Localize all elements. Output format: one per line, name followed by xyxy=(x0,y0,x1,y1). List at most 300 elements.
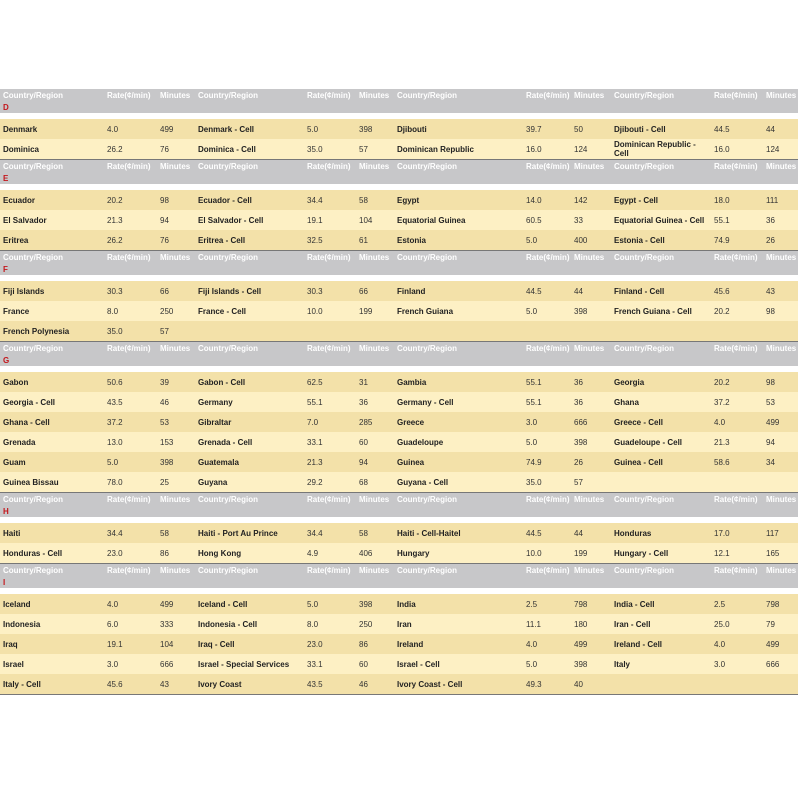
country-cell: Equatorial Guinea - Cell xyxy=(611,210,711,230)
rate-cell: 78.0 xyxy=(104,472,157,493)
country-cell: Georgia - Cell xyxy=(0,392,104,412)
rate-cell: 19.1 xyxy=(304,210,356,230)
rate-cell: 3.0 xyxy=(523,412,571,432)
column-header-country: Country/Region xyxy=(195,564,304,579)
column-header-country: Country/Region xyxy=(195,160,304,175)
country-cell: Dominica - Cell xyxy=(195,139,304,160)
column-header-rate: Rate(¢/min) xyxy=(523,160,571,175)
minutes-cell: 104 xyxy=(356,210,394,230)
section-letter: H xyxy=(0,507,798,517)
rate-cell: 35.0 xyxy=(104,321,157,342)
country-cell: Grenada - Cell xyxy=(195,432,304,452)
rate-cell: 5.0 xyxy=(104,452,157,472)
column-header-country: Country/Region xyxy=(394,160,523,175)
minutes-cell: 60 xyxy=(356,654,394,674)
minutes-cell: 285 xyxy=(356,412,394,432)
rate-cell: 19.1 xyxy=(104,634,157,654)
column-header-rate: Rate(¢/min) xyxy=(523,342,571,357)
country-cell: Finland - Cell xyxy=(611,281,711,301)
rate-cell: 16.0 xyxy=(711,139,763,160)
country-cell: French Guiana - Cell xyxy=(611,301,711,321)
country-cell: Haiti - Port Au Prince xyxy=(195,523,304,543)
column-header-rate: Rate(¢/min) xyxy=(711,493,763,508)
minutes-cell: 250 xyxy=(356,614,394,634)
letter-row xyxy=(0,578,798,588)
country-cell xyxy=(195,321,304,342)
header-row xyxy=(0,89,798,103)
country-cell: Haiti xyxy=(0,523,104,543)
column-header-minutes: Minutes xyxy=(571,89,611,103)
minutes-cell: 400 xyxy=(571,230,611,251)
minutes-cell: 499 xyxy=(763,412,798,432)
minutes-cell: 25 xyxy=(157,472,195,493)
minutes-cell: 333 xyxy=(157,614,195,634)
minutes-cell: 666 xyxy=(763,654,798,674)
rate-cell: 4.0 xyxy=(104,119,157,139)
minutes-cell: 39 xyxy=(157,372,195,392)
rate-cell: 14.0 xyxy=(523,190,571,210)
column-header-country: Country/Region xyxy=(0,342,104,357)
country-cell: France xyxy=(0,301,104,321)
rate-cell: 4.0 xyxy=(711,634,763,654)
country-cell: Hong Kong xyxy=(195,543,304,564)
country-cell: Egypt xyxy=(394,190,523,210)
minutes-cell: 398 xyxy=(571,301,611,321)
minutes-cell: 499 xyxy=(157,594,195,614)
rate-row xyxy=(0,321,798,342)
country-cell: Italy xyxy=(611,654,711,674)
minutes-cell xyxy=(763,472,798,493)
country-cell xyxy=(611,321,711,342)
country-cell: Ghana - Cell xyxy=(0,412,104,432)
rate-cell: 16.0 xyxy=(523,139,571,160)
rate-cell: 45.6 xyxy=(104,674,157,695)
country-cell: Equatorial Guinea xyxy=(394,210,523,230)
country-cell: French Polynesia xyxy=(0,321,104,342)
rate-cell: 34.4 xyxy=(304,523,356,543)
minutes-cell: 43 xyxy=(157,674,195,695)
column-header-country: Country/Region xyxy=(394,342,523,357)
column-header-minutes: Minutes xyxy=(763,493,798,508)
country-cell: Djibouti - Cell xyxy=(611,119,711,139)
section-e xyxy=(0,160,798,251)
country-cell: Hungary - Cell xyxy=(611,543,711,564)
minutes-cell: 798 xyxy=(571,594,611,614)
minutes-cell: 180 xyxy=(571,614,611,634)
minutes-cell: 124 xyxy=(763,139,798,160)
header-row xyxy=(0,251,798,266)
column-header-country: Country/Region xyxy=(611,493,711,508)
minutes-cell: 666 xyxy=(571,412,611,432)
rate-cell: 21.3 xyxy=(711,432,763,452)
rate-cell: 29.2 xyxy=(304,472,356,493)
column-header-rate: Rate(¢/min) xyxy=(523,564,571,579)
rate-cell xyxy=(523,321,571,342)
column-header-rate: Rate(¢/min) xyxy=(104,160,157,175)
country-cell: Greece xyxy=(394,412,523,432)
country-cell: Guadeloupe xyxy=(394,432,523,452)
country-cell: Fiji Islands xyxy=(0,281,104,301)
country-cell: French Guiana xyxy=(394,301,523,321)
rate-cell: 2.5 xyxy=(523,594,571,614)
rate-row xyxy=(0,654,798,674)
country-cell: Israel - Special Services xyxy=(195,654,304,674)
minutes-cell: 76 xyxy=(157,230,195,251)
country-cell: Djibouti xyxy=(394,119,523,139)
column-header-country: Country/Region xyxy=(0,89,104,103)
column-header-country: Country/Region xyxy=(195,89,304,103)
minutes-cell: 117 xyxy=(763,523,798,543)
country-cell: Guyana xyxy=(195,472,304,493)
rate-row xyxy=(0,301,798,321)
column-header-minutes: Minutes xyxy=(356,251,394,266)
section-g xyxy=(0,342,798,493)
rate-cell: 32.5 xyxy=(304,230,356,251)
minutes-cell: 199 xyxy=(356,301,394,321)
minutes-cell: 43 xyxy=(763,281,798,301)
rate-cell: 55.1 xyxy=(523,392,571,412)
minutes-cell: 66 xyxy=(157,281,195,301)
minutes-cell: 98 xyxy=(763,301,798,321)
country-cell: Iraq - Cell xyxy=(195,634,304,654)
minutes-cell: 26 xyxy=(763,230,798,251)
minutes-cell: 31 xyxy=(356,372,394,392)
country-cell: Honduras xyxy=(611,523,711,543)
rate-cell: 74.9 xyxy=(523,452,571,472)
column-header-minutes: Minutes xyxy=(763,160,798,175)
country-cell: Finland xyxy=(394,281,523,301)
minutes-cell: 153 xyxy=(157,432,195,452)
rate-cell: 4.9 xyxy=(304,543,356,564)
country-cell: Indonesia xyxy=(0,614,104,634)
country-cell: India - Cell xyxy=(611,594,711,614)
header-row xyxy=(0,564,798,579)
rate-cell: 12.1 xyxy=(711,543,763,564)
minutes-cell: 61 xyxy=(356,230,394,251)
rate-cell: 50.6 xyxy=(104,372,157,392)
country-cell: El Salvador - Cell xyxy=(195,210,304,230)
minutes-cell: 34 xyxy=(763,452,798,472)
column-header-minutes: Minutes xyxy=(763,564,798,579)
country-cell: Iran xyxy=(394,614,523,634)
column-header-minutes: Minutes xyxy=(157,89,195,103)
country-cell: Gambia xyxy=(394,372,523,392)
rate-cell: 7.0 xyxy=(304,412,356,432)
country-cell: Indonesia - Cell xyxy=(195,614,304,634)
column-header-rate: Rate(¢/min) xyxy=(711,160,763,175)
section-letter: D xyxy=(0,103,798,113)
country-cell xyxy=(611,472,711,493)
rate-cell: 34.4 xyxy=(304,190,356,210)
column-header-minutes: Minutes xyxy=(763,251,798,266)
rate-row xyxy=(0,594,798,614)
country-cell: Iceland xyxy=(0,594,104,614)
rate-cell: 30.3 xyxy=(304,281,356,301)
minutes-cell xyxy=(571,321,611,342)
country-cell: Ireland - Cell xyxy=(611,634,711,654)
country-cell: Guyana - Cell xyxy=(394,472,523,493)
minutes-cell: 44 xyxy=(571,523,611,543)
rate-cell: 11.1 xyxy=(523,614,571,634)
column-header-rate: Rate(¢/min) xyxy=(304,160,356,175)
column-header-minutes: Minutes xyxy=(356,89,394,103)
column-header-rate: Rate(¢/min) xyxy=(304,342,356,357)
column-header-country: Country/Region xyxy=(394,89,523,103)
rate-row xyxy=(0,281,798,301)
column-header-minutes: Minutes xyxy=(356,160,394,175)
country-cell: Hungary xyxy=(394,543,523,564)
minutes-cell: 36 xyxy=(356,392,394,412)
country-cell: Ivory Coast - Cell xyxy=(394,674,523,695)
column-header-rate: Rate(¢/min) xyxy=(104,493,157,508)
section-letter: F xyxy=(0,265,798,275)
minutes-cell: 86 xyxy=(157,543,195,564)
country-cell: Eritrea - Cell xyxy=(195,230,304,251)
minutes-cell: 46 xyxy=(157,392,195,412)
country-cell: Fiji Islands - Cell xyxy=(195,281,304,301)
section-h xyxy=(0,493,798,564)
rate-cell: 3.0 xyxy=(104,654,157,674)
minutes-cell: 398 xyxy=(571,432,611,452)
country-cell: Israel - Cell xyxy=(394,654,523,674)
rate-cell: 33.1 xyxy=(304,654,356,674)
minutes-cell: 398 xyxy=(356,119,394,139)
rate-cell: 26.2 xyxy=(104,230,157,251)
header-row xyxy=(0,342,798,357)
minutes-cell: 666 xyxy=(157,654,195,674)
minutes-cell: 36 xyxy=(571,372,611,392)
country-cell xyxy=(394,321,523,342)
rate-cell: 49.3 xyxy=(523,674,571,695)
column-header-country: Country/Region xyxy=(394,493,523,508)
rate-cell: 43.5 xyxy=(104,392,157,412)
rate-row xyxy=(0,432,798,452)
column-header-minutes: Minutes xyxy=(763,342,798,357)
header-row xyxy=(0,493,798,508)
column-header-rate: Rate(¢/min) xyxy=(104,342,157,357)
rate-cell: 23.0 xyxy=(304,634,356,654)
rate-row xyxy=(0,614,798,634)
column-header-rate: Rate(¢/min) xyxy=(523,493,571,508)
minutes-cell: 44 xyxy=(571,281,611,301)
rate-cell: 55.1 xyxy=(711,210,763,230)
country-cell: Egypt - Cell xyxy=(611,190,711,210)
rate-row xyxy=(0,119,798,139)
column-header-country: Country/Region xyxy=(0,564,104,579)
rate-row xyxy=(0,190,798,210)
minutes-cell: 406 xyxy=(356,543,394,564)
rate-cell: 43.5 xyxy=(304,674,356,695)
minutes-cell: 94 xyxy=(157,210,195,230)
minutes-cell: 398 xyxy=(157,452,195,472)
column-header-rate: Rate(¢/min) xyxy=(523,89,571,103)
country-cell: Guadeloupe - Cell xyxy=(611,432,711,452)
rate-cell: 2.5 xyxy=(711,594,763,614)
minutes-cell: 57 xyxy=(356,139,394,160)
minutes-cell: 250 xyxy=(157,301,195,321)
rate-cell: 35.0 xyxy=(523,472,571,493)
minutes-cell: 44 xyxy=(763,119,798,139)
column-header-country: Country/Region xyxy=(0,251,104,266)
column-header-rate: Rate(¢/min) xyxy=(523,251,571,266)
letter-row xyxy=(0,103,798,113)
rate-cell: 39.7 xyxy=(523,119,571,139)
country-cell: Italy - Cell xyxy=(0,674,104,695)
minutes-cell: 60 xyxy=(356,432,394,452)
column-header-rate: Rate(¢/min) xyxy=(711,89,763,103)
rate-cell: 17.0 xyxy=(711,523,763,543)
country-cell: France - Cell xyxy=(195,301,304,321)
minutes-cell: 58 xyxy=(356,190,394,210)
column-header-minutes: Minutes xyxy=(356,564,394,579)
rate-cell: 34.4 xyxy=(104,523,157,543)
rate-cell: 33.1 xyxy=(304,432,356,452)
rate-cell: 60.5 xyxy=(523,210,571,230)
country-cell: El Salvador xyxy=(0,210,104,230)
minutes-cell: 76 xyxy=(157,139,195,160)
section-d xyxy=(0,89,798,160)
minutes-cell: 798 xyxy=(763,594,798,614)
column-header-minutes: Minutes xyxy=(356,493,394,508)
country-cell: Germany xyxy=(195,392,304,412)
minutes-cell: 46 xyxy=(356,674,394,695)
rate-cell: 37.2 xyxy=(711,392,763,412)
letter-row xyxy=(0,507,798,517)
rate-cell: 5.0 xyxy=(523,432,571,452)
rate-row xyxy=(0,392,798,412)
column-header-rate: Rate(¢/min) xyxy=(711,251,763,266)
minutes-cell: 57 xyxy=(571,472,611,493)
letter-row xyxy=(0,174,798,184)
column-header-rate: Rate(¢/min) xyxy=(304,493,356,508)
minutes-cell: 104 xyxy=(157,634,195,654)
column-header-country: Country/Region xyxy=(611,251,711,266)
country-cell: Grenada xyxy=(0,432,104,452)
country-cell: Estonia xyxy=(394,230,523,251)
country-cell: Dominican Republic xyxy=(394,139,523,160)
column-header-rate: Rate(¢/min) xyxy=(711,564,763,579)
minutes-cell: 36 xyxy=(571,392,611,412)
rate-row xyxy=(0,472,798,493)
minutes-cell: 86 xyxy=(356,634,394,654)
column-header-country: Country/Region xyxy=(611,564,711,579)
column-header-rate: Rate(¢/min) xyxy=(104,89,157,103)
rate-cell: 8.0 xyxy=(304,614,356,634)
country-cell: India xyxy=(394,594,523,614)
rate-row xyxy=(0,412,798,432)
minutes-cell: 98 xyxy=(157,190,195,210)
country-cell: Gabon - Cell xyxy=(195,372,304,392)
column-header-country: Country/Region xyxy=(0,160,104,175)
country-cell: Eritrea xyxy=(0,230,104,251)
letter-row xyxy=(0,265,798,275)
country-cell: Guinea xyxy=(394,452,523,472)
rate-cell: 30.3 xyxy=(104,281,157,301)
minutes-cell xyxy=(763,674,798,695)
minutes-cell: 53 xyxy=(763,392,798,412)
rate-cell: 44.5 xyxy=(711,119,763,139)
column-header-minutes: Minutes xyxy=(356,342,394,357)
country-cell: Denmark xyxy=(0,119,104,139)
column-header-minutes: Minutes xyxy=(157,160,195,175)
country-cell: Gibraltar xyxy=(195,412,304,432)
minutes-cell: 79 xyxy=(763,614,798,634)
column-header-country: Country/Region xyxy=(195,493,304,508)
rate-cell xyxy=(711,674,763,695)
rate-cell: 8.0 xyxy=(104,301,157,321)
country-cell: Denmark - Cell xyxy=(195,119,304,139)
country-cell: Iraq xyxy=(0,634,104,654)
column-header-country: Country/Region xyxy=(195,342,304,357)
country-cell: Greece - Cell xyxy=(611,412,711,432)
rate-cell xyxy=(711,321,763,342)
rate-cell: 55.1 xyxy=(523,372,571,392)
minutes-cell: 57 xyxy=(157,321,195,342)
minutes-cell: 26 xyxy=(571,452,611,472)
column-header-minutes: Minutes xyxy=(157,342,195,357)
rate-cell: 45.6 xyxy=(711,281,763,301)
country-cell: Ecuador xyxy=(0,190,104,210)
section-letter: I xyxy=(0,578,798,588)
column-header-country: Country/Region xyxy=(611,342,711,357)
rate-cell: 25.0 xyxy=(711,614,763,634)
rate-row xyxy=(0,634,798,654)
rate-cell: 6.0 xyxy=(104,614,157,634)
column-header-minutes: Minutes xyxy=(157,493,195,508)
rates-table-container xyxy=(0,89,798,695)
column-header-minutes: Minutes xyxy=(571,564,611,579)
rate-cell: 20.2 xyxy=(711,301,763,321)
column-header-minutes: Minutes xyxy=(571,493,611,508)
rate-cell: 23.0 xyxy=(104,543,157,564)
minutes-cell: 124 xyxy=(571,139,611,160)
rate-cell: 21.3 xyxy=(104,210,157,230)
rate-cell: 10.0 xyxy=(523,543,571,564)
rate-cell: 5.0 xyxy=(304,594,356,614)
minutes-cell: 53 xyxy=(157,412,195,432)
minutes-cell: 499 xyxy=(157,119,195,139)
minutes-cell: 40 xyxy=(571,674,611,695)
minutes-cell: 165 xyxy=(763,543,798,564)
rate-cell xyxy=(711,472,763,493)
column-header-country: Country/Region xyxy=(195,251,304,266)
column-header-rate: Rate(¢/min) xyxy=(304,251,356,266)
rate-row xyxy=(0,372,798,392)
country-cell: Guatemala xyxy=(195,452,304,472)
rate-cell: 35.0 xyxy=(304,139,356,160)
minutes-cell: 398 xyxy=(356,594,394,614)
rate-cell: 74.9 xyxy=(711,230,763,251)
rate-cell: 10.0 xyxy=(304,301,356,321)
minutes-cell: 58 xyxy=(356,523,394,543)
country-cell: Ireland xyxy=(394,634,523,654)
rate-cell: 26.2 xyxy=(104,139,157,160)
rate-row xyxy=(0,523,798,543)
country-cell: Guam xyxy=(0,452,104,472)
rate-row xyxy=(0,674,798,695)
country-cell: Ghana xyxy=(611,392,711,412)
country-cell: Dominican Republic - Cell xyxy=(611,139,711,160)
minutes-cell: 66 xyxy=(356,281,394,301)
rate-cell: 18.0 xyxy=(711,190,763,210)
country-cell: Iceland - Cell xyxy=(195,594,304,614)
rate-cell: 55.1 xyxy=(304,392,356,412)
section-letter: E xyxy=(0,174,798,184)
country-cell: Georgia xyxy=(611,372,711,392)
rate-row xyxy=(0,139,798,160)
column-header-minutes: Minutes xyxy=(763,89,798,103)
minutes-cell: 94 xyxy=(763,432,798,452)
